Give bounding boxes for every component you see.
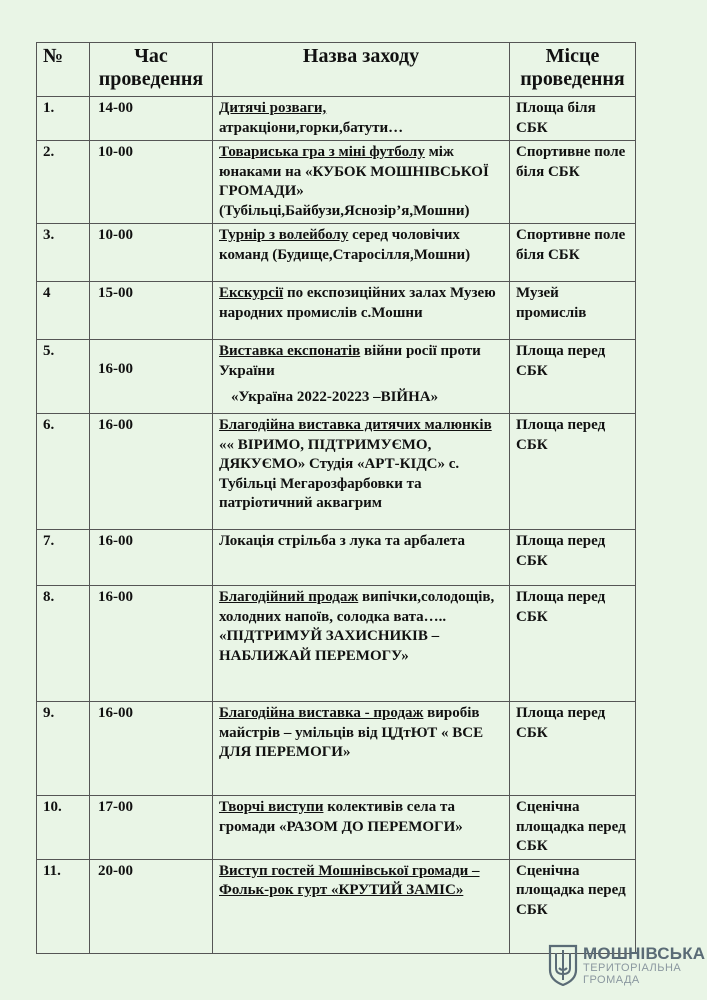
row-time: 17-00: [90, 796, 213, 860]
row-time: 10-00: [90, 141, 213, 224]
row-number: 9.: [37, 702, 90, 796]
row-place: Спортивне поле біля СБК: [510, 224, 636, 282]
table-row: [37, 141, 636, 224]
row-time: 20-00: [90, 859, 213, 953]
event-name-underlined: Екскурсії: [219, 285, 284, 301]
row-place: Площа біля СБК: [510, 97, 636, 141]
row-event-name: [213, 859, 510, 953]
row-time: 14-00: [90, 97, 213, 141]
row-number: 11.: [37, 859, 90, 953]
row-number: 10.: [37, 796, 90, 860]
row-event-name: [213, 340, 510, 414]
table-row: [37, 702, 636, 796]
event-name-underlined: Виставка експонатів: [219, 343, 361, 359]
event-name-text: «« ВІРИМО, ПІДТРИМУЄМО, ДЯКУЄМО» Студія «АРТ-КІДС» с. Тубільці Мегарозфарбовки та патріотичний аквагрим: [219, 436, 460, 511]
event-name-underlined: Благодійна виставка - продаж: [219, 705, 424, 721]
schedule-sheet: [36, 42, 636, 954]
row-time: 15-00: [90, 282, 213, 340]
event-name-text: війни росії проти України: [219, 343, 481, 379]
row-place: Площа перед СБК: [510, 702, 636, 796]
table-row: [37, 859, 636, 953]
row-event-name: [213, 702, 510, 796]
event-name-underlined: Турнір з волейболу: [219, 227, 349, 243]
community-logo-text: [583, 945, 705, 986]
trident-shield-icon: [548, 944, 578, 986]
row-event-name: [213, 586, 510, 702]
logo-line-2: ТЕРИТОРІАЛЬНА: [583, 961, 682, 974]
table-row: [37, 796, 636, 860]
table-row: [37, 97, 636, 141]
event-name-text: виробів майстрів – умільців від ЦДтЮТ « ВСЕ ДЛЯ ПЕРЕМОГИ»: [219, 705, 484, 760]
table-row: [37, 586, 636, 702]
row-time: 16-00: [90, 414, 213, 530]
event-name-underlined: Благодійна виставка дитячих малюнків: [219, 417, 492, 433]
event-name-underlined: Товариська гра з міні футболу: [219, 144, 425, 160]
row-time-text: 16-00: [98, 361, 133, 377]
row-time: 16-00: [90, 530, 213, 586]
table-row: [37, 414, 636, 530]
table-row: [37, 282, 636, 340]
table-header-row: [37, 43, 636, 97]
row-event-name: [213, 224, 510, 282]
row-number: 2.: [37, 141, 90, 224]
event-name-text: колективів села та громади «РАЗОМ ДО ПЕРЕМОГИ»: [219, 799, 463, 835]
row-time: [90, 340, 213, 414]
row-time: 10-00: [90, 224, 213, 282]
row-number: 8.: [37, 586, 90, 702]
header-place: Місце проведення: [510, 43, 636, 97]
row-place: Площа перед СБК: [510, 530, 636, 586]
row-event-name: [213, 796, 510, 860]
community-logo: [548, 944, 705, 986]
event-name-underlined: Дитячі розваги,: [219, 100, 327, 116]
row-time: 16-00: [90, 586, 213, 702]
row-event-name: [213, 414, 510, 530]
row-place: Площа перед СБК: [510, 414, 636, 530]
row-time: 16-00: [90, 702, 213, 796]
table-row: [37, 340, 636, 414]
table-row: [37, 530, 636, 586]
row-place: Площа перед СБК: [510, 586, 636, 702]
row-place: Сценічна площадка перед СБК: [510, 796, 636, 860]
event-name-text: випічки,солодощів, холодних напоїв, солодка вата….. «ПІДТРИМУЙ ЗАХИСНИКІВ – НАБЛИЖАЙ ПЕРЕМОГУ»: [219, 589, 495, 664]
row-place: Спортивне поле біля СБК: [510, 141, 636, 224]
row-event-name: [213, 141, 510, 224]
event-name-text: по експозиційних залах Музею народних промислів с.Мошни: [219, 285, 496, 321]
event-name-underlined: Творчі виступи: [219, 799, 324, 815]
event-name-underlined: Благодійний продаж: [219, 589, 359, 605]
event-name-underlined: Виступ гостей Мошнівської громади – Фольк-рок гурт «КРУТИЙ ЗАМІС»: [219, 862, 480, 898]
row-place: Музей промислів: [510, 282, 636, 340]
logo-line-1: МОШНІВСЬКА: [583, 943, 706, 963]
header-number: №: [37, 43, 90, 97]
header-time: Час проведення: [90, 43, 213, 97]
row-number: 5.: [37, 340, 90, 414]
row-number: 6.: [37, 414, 90, 530]
table-row: [37, 224, 636, 282]
event-name-text: Локація стрільба з лука та арбалета: [219, 533, 465, 549]
row-number: 1.: [37, 97, 90, 141]
logo-line-3: ГРОМАДА: [583, 973, 640, 986]
event-name-text: атракціони,горки,батути…: [219, 119, 404, 136]
row-number: 3.: [37, 224, 90, 282]
events-table: [36, 42, 636, 954]
event-name-text: серед чоловічих команд (Будище,Старосілля,Мошни): [219, 227, 471, 263]
header-event-name: Назва заходу: [213, 43, 510, 97]
row-event-name: [213, 530, 510, 586]
row-event-name: [213, 97, 510, 141]
event-name-text: між юнаками на «КУБОК МОШНІВСЬКОЇ ГРОМАДИ» (Тубільці,Байбузи,Яснозір’я,Мошни): [219, 144, 489, 219]
row-number: 7.: [37, 530, 90, 586]
row-number: 4: [37, 282, 90, 340]
row-place: Площа перед СБК: [510, 340, 636, 414]
row-place: Сценічна площадка перед СБК: [510, 859, 636, 953]
row-event-name: [213, 282, 510, 340]
event-name-subtitle: «Україна 2022-20223 –ВІЙНА»: [231, 389, 439, 405]
